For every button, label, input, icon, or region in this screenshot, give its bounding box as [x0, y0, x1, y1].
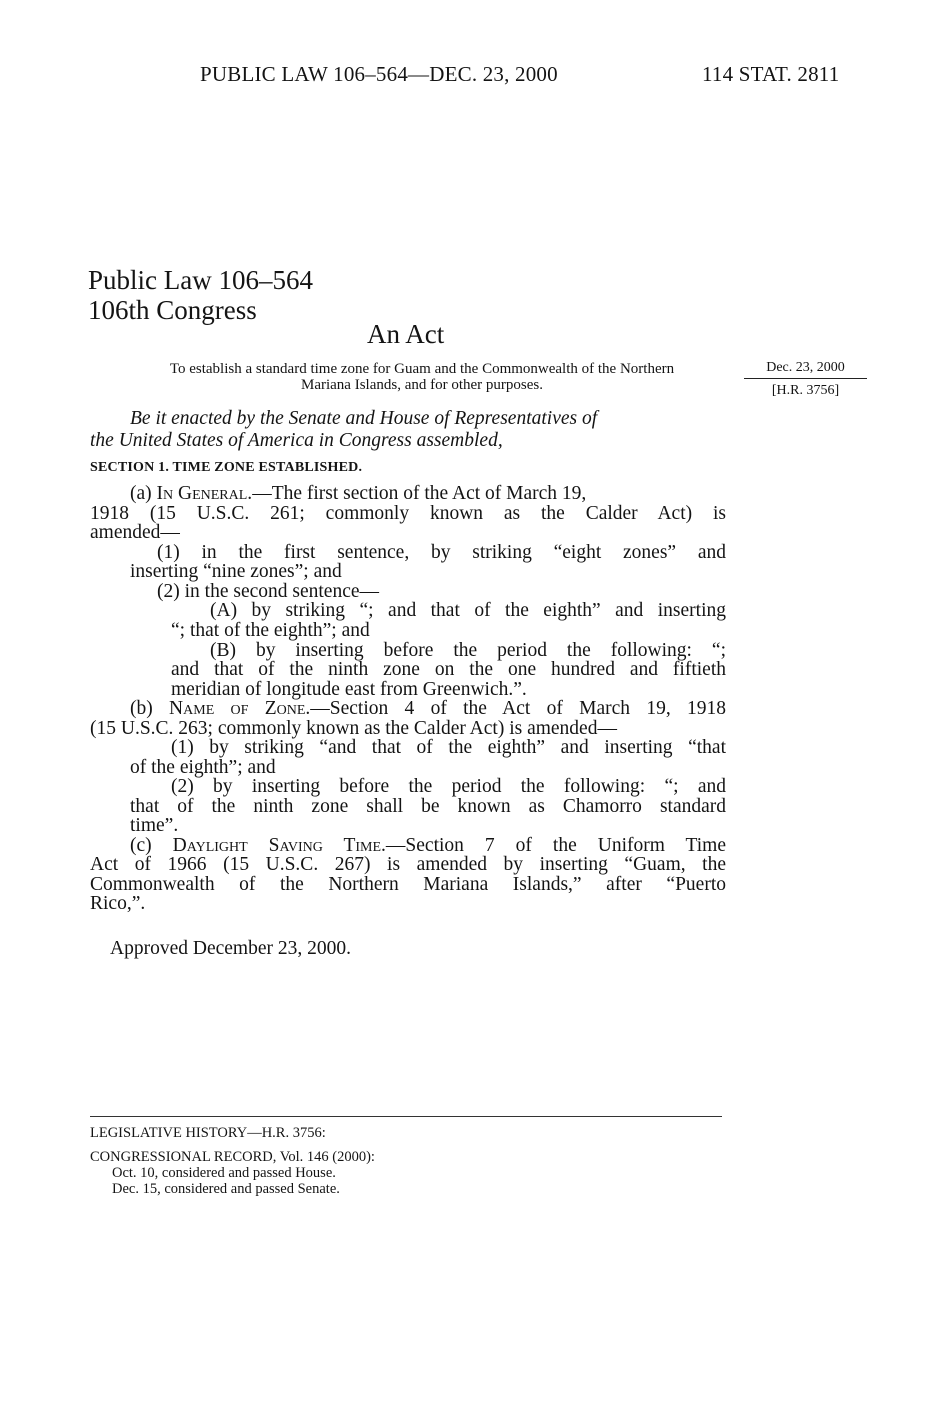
subsection-b-text: —Section 4 of the Act of March 19, 1918	[310, 698, 726, 719]
paragraph-b1-line-1: (1) by striking “and that of the eighth” and inserting “that	[171, 737, 726, 758]
subsection-b-line-2: (15 U.S.C. 263; commonly known as the Calder Act) is amended—	[90, 718, 617, 739]
margin-bill-number: [H.R. 3756]	[771, 383, 840, 398]
subsection-c-line-3: Commonwealth of the Northern Mariana Islands,” after “Puerto	[90, 874, 726, 895]
margin-date: Dec. 23, 2000	[744, 360, 867, 379]
subsection-a-line-3: amended—	[90, 522, 180, 543]
subsection-c-line-2: Act of 1966 (15 U.S.C. 267) is amended by inserting “Guam, the	[90, 854, 726, 875]
subsection-c-line-4: Rico,”.	[90, 893, 146, 914]
paragraph-a2-line-1: (2) in the second sentence—	[157, 581, 380, 602]
subsection-a-line-2: 1918 (15 U.S.C. 261; commonly known as the Calder Act) is	[90, 503, 726, 524]
purpose-line-2: Mariana Islands, and for other purposes.	[300, 377, 543, 393]
paragraph-b2-line-2: that of the ninth zone shall be known as Chamorro standard	[130, 796, 726, 817]
running-header-left: PUBLIC LAW 106–564—DEC. 23, 2000	[200, 62, 558, 86]
subsection-b-label: (b)	[130, 698, 153, 719]
subparagraph-a2A-line-1: (A) by striking “; and that of the eighth” and inserting	[210, 600, 726, 621]
enacting-clause-line-1: Be it enacted by the Senate and House of Representatives of	[130, 408, 598, 429]
subparagraph-a2B-line-3: meridian of longitude east from Greenwich.”.	[171, 679, 527, 700]
subsection-b-heading: Name of Zone.	[169, 698, 311, 719]
subparagraph-a2B-line-1: (B) by inserting before the period the following: “;	[210, 640, 726, 661]
act-heading: An Act	[367, 319, 445, 349]
subsection-c-label: (c)	[130, 835, 152, 856]
page-citation: 114 STAT. 2811	[702, 62, 840, 86]
paragraph-b2-line-3: time”.	[130, 815, 179, 836]
history-entry-senate: Dec. 15, considered and passed Senate.	[112, 1181, 340, 1197]
subparagraph-a2B-line-2: and that of the ninth zone on the one hundred and fiftieth	[171, 659, 726, 680]
legislative-history-heading: LEGISLATIVE HISTORY—H.R. 3756:	[90, 1125, 326, 1141]
paragraph-b1-line-2: of the eighth”; and	[130, 757, 276, 778]
subsection-a-heading: In General.	[156, 483, 253, 504]
approval-date: Approved December 23, 2000.	[110, 938, 351, 959]
subsection-a-text: —The first section of the Act of March 19,	[252, 483, 587, 504]
law-number: Public Law 106–564	[88, 265, 313, 295]
subparagraph-a2A-line-2: “; that of the eighth”; and	[171, 620, 370, 641]
history-divider	[90, 1116, 722, 1117]
subsection-c-heading: Daylight Saving Time.	[172, 835, 386, 856]
paragraph-a1-line-2: inserting “nine zones”; and	[130, 561, 342, 582]
subsection-b-line-1	[130, 699, 726, 719]
subsection-a-line-1	[130, 484, 586, 504]
section-heading: SECTION 1. TIME ZONE ESTABLISHED.	[90, 460, 363, 475]
purpose-line-1: To establish a standard time zone for Guam and the Commonwealth of the Northern	[169, 361, 675, 377]
congress-label: 106th Congress	[88, 295, 257, 325]
history-entry-house: Oct. 10, considered and passed House.	[112, 1165, 336, 1181]
paragraph-b2-line-1: (2) by inserting before the period the following: “; and	[171, 776, 726, 797]
congressional-record-heading: CONGRESSIONAL RECORD, Vol. 146 (2000):	[90, 1149, 375, 1165]
subsection-c-text: —Section 7 of the Uniform Time	[385, 835, 727, 856]
subsection-a-label: (a)	[130, 483, 152, 504]
enacting-clause-line-2: the United States of America in Congress assembled,	[90, 430, 503, 451]
subsection-c-line-1	[130, 836, 726, 856]
paragraph-a1-line-1: (1) in the first sentence, by striking “eight zones” and	[157, 542, 726, 563]
